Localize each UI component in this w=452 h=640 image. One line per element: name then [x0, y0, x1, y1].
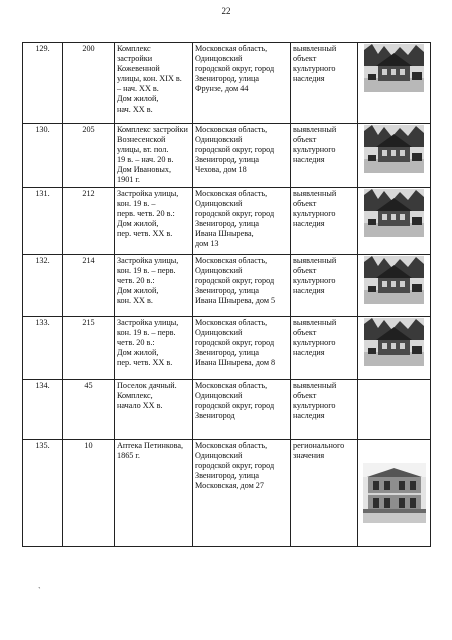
object-address: Московская область, Одинцовский городской округ, город Звенигород [195, 381, 275, 421]
heritage-category: выявленный объект культурного наследия [293, 44, 337, 84]
object-address: Московская область, Одинцовский городской округ, город Звенигород, улица Московская, дом 27 [195, 441, 275, 491]
page-number: 22 [221, 6, 231, 16]
object-name: Поселок дачный. Комплекс, начало XX в. [117, 381, 177, 411]
heritage-category: выявленный объект культурного наследия [293, 318, 337, 358]
object-name: Застройка улицы, кон. 19 в. – перв. четв. 20 в.: Дом жилой, кон. XX в. [117, 256, 179, 306]
row-number: 133. [23, 317, 63, 380]
table-row [23, 380, 431, 440]
row-number: 130. [23, 124, 63, 188]
house-photo [364, 125, 424, 173]
object-address: Московская область, Одинцовский городской округ, город Звенигород, улица Чехова, дом 18 [195, 125, 275, 175]
object-code: 10 [63, 440, 115, 547]
table-row [23, 188, 431, 255]
photo-cell [358, 317, 431, 380]
object-code: 214 [63, 255, 115, 317]
row-number: 132. [23, 255, 63, 317]
object-address: Московская область, Одинцовский городской округ, город Звенигород, улица Фрунзе, дом 44 [195, 44, 275, 94]
heritage-category: выявленный объект культурного наследия [293, 189, 337, 229]
table-row [23, 440, 431, 547]
row-number: 135. [23, 440, 63, 547]
house-photo [364, 256, 424, 304]
table-row [23, 43, 431, 124]
object-address: Московская область, Одинцовский городской округ, город Звенигород, улица Ивана Шнырева, дом 8 [195, 318, 276, 368]
object-name: Комплекс застройки Вознесенской улицы, вт. пол. 19 в. – нач. 20 в. Дом Ивановых, 1901 г. [117, 125, 188, 185]
footer-mark: ` [38, 586, 41, 595]
heritage-category: регионального значения [293, 441, 345, 461]
object-code: 200 [63, 43, 115, 124]
photo-cell [358, 124, 431, 188]
row-number: 131. [23, 188, 63, 255]
heritage-category: выявленный объект культурного наследия [293, 256, 337, 296]
object-name: Застройка улицы, кон. 19 в. – перв. четв. 20 в.: Дом жилой, пер. четв. XX в. [117, 189, 179, 239]
object-name: Комплекс застройки Кожевенной улицы, кон. XIX в. – нач. XX в. Дом жилой, нач. XX в. [117, 44, 182, 114]
heritage-category: выявленный объект культурного наследия [293, 381, 337, 421]
pharmacy-photo [363, 463, 426, 523]
object-address: Московская область, Одинцовский городской округ, город Звенигород, улица Ивана Шнырева, дом 5 [195, 256, 276, 306]
object-name: Аптека Петинкова, 1865 г. [117, 441, 184, 461]
object-code: 205 [63, 124, 115, 188]
table-row [23, 317, 431, 380]
object-code: 215 [63, 317, 115, 380]
table-row [23, 255, 431, 317]
house-photo [364, 44, 424, 92]
photo-cell [358, 188, 431, 255]
house-photo [364, 318, 424, 366]
object-address: Московская область, Одинцовский городской округ, город Звенигород, улица Ивана Шнырева, дом 13 [195, 189, 275, 249]
object-name: Застройка улицы, кон. 19 в. – перв. четв. 20 в.: Дом жилой, пер. четв. XX в. [117, 318, 179, 368]
photo-cell [358, 380, 431, 440]
heritage-registry-table [22, 42, 431, 547]
row-number: 134. [23, 380, 63, 440]
heritage-category: выявленный объект культурного наследия [293, 125, 337, 165]
house-photo [364, 189, 424, 237]
photo-cell [358, 255, 431, 317]
table-row [23, 124, 431, 188]
photo-cell [358, 440, 431, 547]
photo-cell [358, 43, 431, 124]
object-code: 212 [63, 188, 115, 255]
row-number: 129. [23, 43, 63, 124]
object-code: 45 [63, 380, 115, 440]
